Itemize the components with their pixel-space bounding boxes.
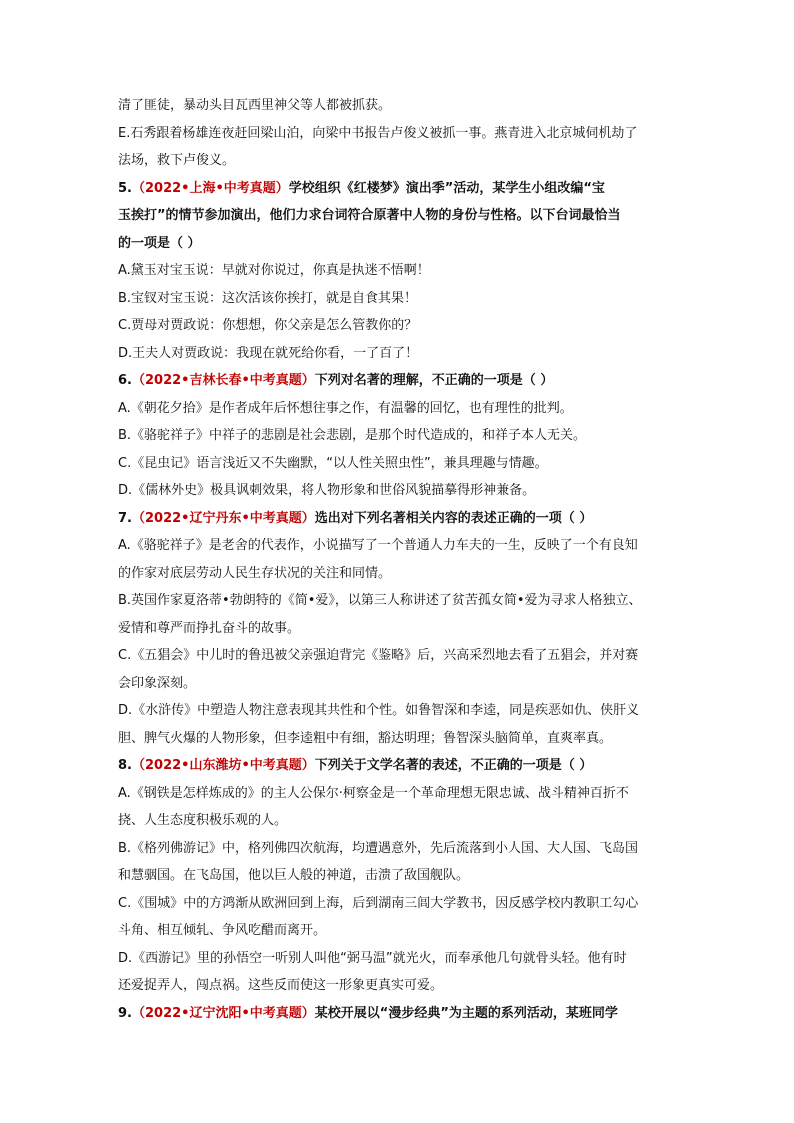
text-line: 还爱捉弄人，闯点祸。这些反而使这一形象更真实可爱。 — [118, 978, 444, 993]
text-line: A.《钢铁是怎样炼成的》的主人公保尔·柯察金是一个革命理想无限忠诚、战斗精神百折不 — [118, 785, 629, 801]
question-source: （2022•吉林长春•中考真题） — [131, 373, 315, 388]
text-line: 斗角、相互倾轧、争风吃醋而离开。 — [118, 923, 327, 938]
text-line: 清了匪徒，暴动头目瓦西里神父等人都被抓获。 — [118, 98, 392, 113]
text-line: 的作家对底层劳动人民生存状况的关注和同情。 — [118, 565, 392, 581]
text-line: C.贾母对贾政说：你想想，你父亲是怎么管教你的？ — [118, 318, 418, 333]
question-stem: 某校开展以“漫步经典”为主题的系列活动，某班同学 — [314, 1005, 618, 1021]
question-number: 6. — [118, 373, 132, 388]
text-line: D.《水浒传》中塑造人物注意表现其共性和个性。如鲁智深和李逵，同是疾恶如仇、侠肝义 — [118, 703, 640, 718]
question-stem: 下列关于文学名著的表述，不正确的一项是（ ） — [314, 758, 593, 773]
text-line: D.《西游记》里的孙悟空一听别人叫他“弼马温”就光火，而奉承他几句就骨头轻。他有时 — [118, 950, 627, 966]
question-heading — [118, 752, 686, 780]
question-source: （2022•辽宁丹东•中考真题） — [131, 510, 315, 526]
text-line: B.宝钗对宝玉说：这次活该你挨打，就是自食其果！ — [118, 290, 418, 306]
question-stem: 选出对下列名著相关内容的表述正确的一项（ ） — [314, 510, 593, 526]
question-text-body — [118, 92, 686, 1027]
text-line: A.黛玉对宝玉说：早就对你说过，你真是执迷不悟啊！ — [118, 263, 430, 278]
text-line: 挠、人生态度积极乐观的人。 — [118, 813, 288, 828]
question-number: 9. — [118, 1005, 132, 1021]
text-line: 和慧骃国。在飞岛国，他以巨人般的神道，击溃了敌国舰队。 — [118, 868, 470, 883]
text-line: B.《格列佛游记》中，格列佛四次航海，均遭遇意外，先后流落到小人国、大人国、飞岛国 — [118, 840, 639, 856]
question-stem: 下列对名著的理解，不正确的一项是（ ） — [314, 373, 554, 388]
question-number: 8. — [118, 758, 132, 773]
question-stem: 学校组织《红楼梦》演出季”活动，某学生小组改编“宝 — [288, 180, 605, 196]
question-heading — [118, 505, 686, 533]
text-line: 法场，救下卢俊义。 — [118, 153, 236, 168]
text-line: 胆、脾气火爆的人物形象，但李逵粗中有细，豁达明理；鲁智深头脑简单，直爽率真。 — [118, 730, 613, 746]
text-line: B.英国作家夏洛蒂•勃朗特的《简•爱》，以第三人称讲述了贫苦孤女简•爱为寻求人格独立、 — [118, 593, 642, 608]
text-line: C.《昆虫记》语言浅近又不失幽默，“以人性关照虫性”，兼具理趣与情趣。 — [118, 455, 548, 471]
question-heading — [118, 367, 686, 395]
text-line: E.石秀跟着杨雄连夜赶回梁山泊，向梁中书报告卢俊义被抓一事。燕青进入北京城伺机劫了 — [118, 125, 638, 141]
question-heading — [118, 1000, 686, 1028]
question-source: （2022•山东潍坊•中考真题） — [131, 758, 315, 773]
question-source: （2022•辽宁沈阳•中考真题） — [131, 1005, 315, 1021]
text-line: B.《骆驼祥子》中祥子的悲剧是社会悲剧，是那个时代造成的，和祥子本人无关。 — [118, 428, 587, 443]
question-number: 7. — [118, 510, 132, 526]
text-line: C.《五猖会》中儿时的鲁迅被父亲强迫背完《鉴略》后，兴高采烈地去看了五猖会，并对赛 — [118, 648, 639, 663]
text-line: 爱情和尊严而挣扎奋斗的故事。 — [118, 620, 301, 636]
question-stem-line: 的一项是（ ） — [118, 235, 201, 251]
text-line: D.《儒林外史》极具讽刺效果，将人物形象和世俗风貌描摹得形神兼备。 — [118, 483, 536, 498]
text-line: A.《骆驼祥子》是老舍的代表作，小说描写了一个普通人力车夫的一生，反映了一个有良知 — [118, 538, 638, 553]
question-heading — [118, 175, 686, 203]
text-line: A.《朝花夕拾》是作者成年后怀想往事之作，有温馨的回忆，也有理性的批判。 — [118, 400, 573, 416]
question-source: （2022•上海•中考真题） — [131, 180, 289, 196]
question-stem-line: 玉挨打”的情节参加演出，他们力求台词符合原著中人物的身份与性格。以下台词最恰当 — [118, 208, 621, 223]
text-line: 会印象深刻。 — [118, 675, 197, 691]
text-line: C.《围城》中的方鸿渐从欧洲回到上海，后到湖南三闾大学教书，因反感学校内教职工勾心 — [118, 895, 639, 911]
text-line: D.王夫人对贾政说：我现在就死给你看，一了百了！ — [118, 345, 419, 361]
question-number: 5. — [118, 180, 132, 196]
